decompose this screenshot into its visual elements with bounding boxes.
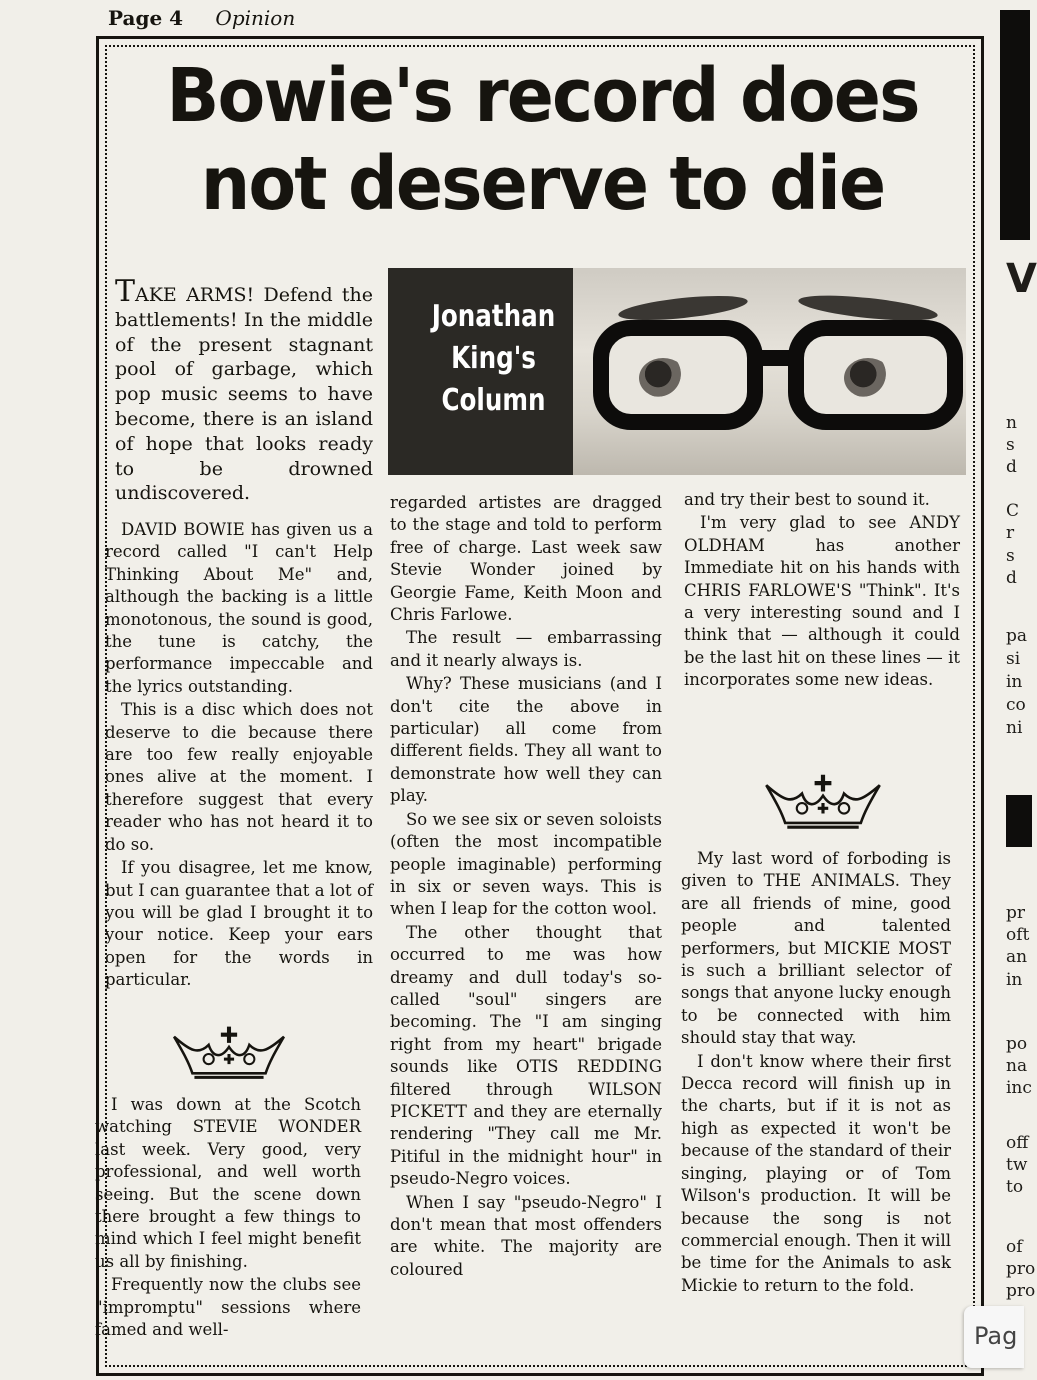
headline-line-1: Bowie's record does bbox=[166, 53, 919, 139]
crown-ornament-icon bbox=[168, 1024, 290, 1082]
adjacent-fragment: po bbox=[1006, 1034, 1028, 1054]
right-lens bbox=[788, 320, 963, 430]
paragraph: regarded artistes are dragged to the stage and told to perform free of charge. Last week saw Stevie Wonder joined by Georgie Fame, Keith Moon and Chris Farlowe. bbox=[390, 493, 662, 625]
column-3-upper bbox=[684, 489, 960, 761]
adjacent-fragment: of bbox=[1006, 1237, 1023, 1257]
column-1-lower bbox=[95, 1094, 361, 1362]
adjacent-fragment: ni bbox=[1006, 718, 1023, 738]
adjacent-fragment: d bbox=[1006, 568, 1017, 588]
adjacent-black-bar bbox=[1000, 10, 1030, 240]
adjacent-fragment: V bbox=[1006, 256, 1037, 302]
caption-line-3: Column bbox=[441, 383, 546, 418]
face-illustration bbox=[573, 268, 966, 475]
paragraph: Why? These musicians (and I don't cite the above in particular) all come from different fields. They all want to demonstrate how well they can play. bbox=[390, 674, 662, 806]
paragraph: The other thought that occurred to me was how dreamy and dull today's so-called "soul" singers are becoming. The "I am singing right from my heart" brigade sounds like OTIS REDDING filtered through WILSON PICKETT and they are eternally rendering "They call me Mr. Pitiful in the midnight hour" in pseudo-Negro voices. bbox=[390, 922, 662, 1189]
adjacent-fragment: an bbox=[1006, 947, 1028, 967]
page-header bbox=[108, 6, 295, 30]
photo-caption bbox=[422, 296, 566, 422]
adjacent-fragment: r bbox=[1006, 523, 1015, 543]
right-eye bbox=[844, 358, 892, 398]
drop-cap: T bbox=[115, 274, 136, 309]
adjacent-fragment: in bbox=[1006, 672, 1023, 692]
intro-paragraph bbox=[115, 274, 373, 506]
paragraph: Frequently now the clubs see "impromptu" sessions where famed and well- bbox=[95, 1275, 361, 1340]
adjacent-fragment: to bbox=[1006, 1177, 1024, 1197]
adjacent-fragment: pa bbox=[1006, 626, 1028, 646]
column-2 bbox=[390, 492, 662, 1368]
adjacent-fragment: tw bbox=[1006, 1155, 1028, 1175]
paragraph: If you disagree, let me know, but I can guarantee that a lot of you will be glad I brought it to your notice. Keep your ears open for the words in particular. bbox=[105, 858, 373, 990]
adjacent-fragment: n bbox=[1006, 413, 1017, 433]
column-3-lower bbox=[681, 848, 951, 1370]
caption-line-2: King's bbox=[451, 341, 536, 376]
crown-ornament-icon bbox=[760, 772, 886, 832]
adjacent-fragment: d bbox=[1006, 457, 1017, 477]
adjacent-fragment: pr bbox=[1006, 903, 1026, 923]
caption-line-1: Jonathan bbox=[431, 299, 556, 334]
adjacent-fragment: na bbox=[1006, 1056, 1028, 1076]
next-page-tab[interactable]: Pag bbox=[964, 1306, 1024, 1368]
paragraph: I don't know where their first Decca record will finish up in the charts, but if it is not as high as expected it won't be because of the standard of their singing, playing or of Tom Wilson's production. It will be because the song is not commercial enough. Then it will be time for the Animals to ask Mickie to return to the fold. bbox=[681, 1051, 952, 1295]
intro-text: AKE ARMS! Defend the battlements! In the middle of the present stagnant pool of garbage, which pop music seems to have become, there is an island of hope that looks ready to be drowned undiscovered. bbox=[115, 284, 373, 505]
adjacent-black-bar bbox=[1006, 795, 1032, 847]
page-number: Page 4 bbox=[108, 6, 184, 30]
left-lens bbox=[593, 320, 763, 430]
paragraph: When I say "pseudo-Negro" I don't mean that most offenders are white. The majority are coloured bbox=[390, 1192, 662, 1279]
adjacent-fragment: C bbox=[1006, 501, 1020, 521]
headline bbox=[145, 52, 939, 228]
headline-line-2: not deserve to die bbox=[200, 141, 885, 227]
column-1-intro bbox=[115, 274, 373, 515]
columnist-photo bbox=[388, 268, 966, 475]
paragraph: My last word of forboding is given to THE ANIMALS. They are all friends of mine, good people and talented performers, but MICKIE MOST is such a brilliant selector of songs that anyone lucky enough to be connected with him should stay that way. bbox=[681, 849, 951, 1048]
paragraph: and try their best to sound it. bbox=[684, 490, 930, 509]
adjacent-fragment: s bbox=[1006, 546, 1015, 566]
adjacent-fragment: pro bbox=[1006, 1281, 1036, 1301]
column-1-body bbox=[105, 519, 373, 1017]
section-label: Opinion bbox=[215, 6, 296, 30]
adjacent-fragment: off bbox=[1006, 1133, 1029, 1153]
adjacent-fragment: oft bbox=[1006, 925, 1030, 945]
adjacent-page-edge bbox=[986, 0, 1037, 1380]
adjacent-fragment: co bbox=[1006, 695, 1026, 715]
adjacent-fragment: si bbox=[1006, 649, 1021, 669]
left-eye bbox=[639, 358, 687, 398]
adjacent-fragment: inc bbox=[1006, 1078, 1032, 1098]
paragraph: I'm very glad to see ANDY OLDHAM has another Immediate hit on his hands with CHRIS FARLOWE'S "Think". It's a very interesting sound and I think that — although it could be the last hit on these lines — it incorporates some new ideas. bbox=[684, 513, 960, 690]
adjacent-fragment: pro bbox=[1006, 1259, 1036, 1279]
paragraph: DAVID BOWIE has given us a record called "I can't Help Thinking About Me" and, although the backing is a little monotonous, the sound is good, the tune is catchy, the performance impeccable and the lyrics outstanding. bbox=[105, 520, 373, 696]
adjacent-fragment: s bbox=[1006, 435, 1015, 455]
paragraph: This is a disc which does not deserve to die because there are too few really enjoyable ones alive at the moment. I therefore suggest that every reader who has not heard it to do so. bbox=[105, 700, 373, 854]
paragraph: I was down at the Scotch watching STEVIE WONDER last week. Very good, very professional, and well worth seeing. But the scene down there brought a few things to mind which I feel might benefit us all by finishing. bbox=[95, 1095, 361, 1271]
paragraph: So we see six or seven soloists (often the most incompatible people imaginable) performing in six or seven ways. This is when I leap for the cotton wool. bbox=[390, 809, 662, 919]
adjacent-fragment: in bbox=[1006, 970, 1023, 990]
paragraph: The result — embarrassing and it nearly always is. bbox=[390, 628, 662, 670]
